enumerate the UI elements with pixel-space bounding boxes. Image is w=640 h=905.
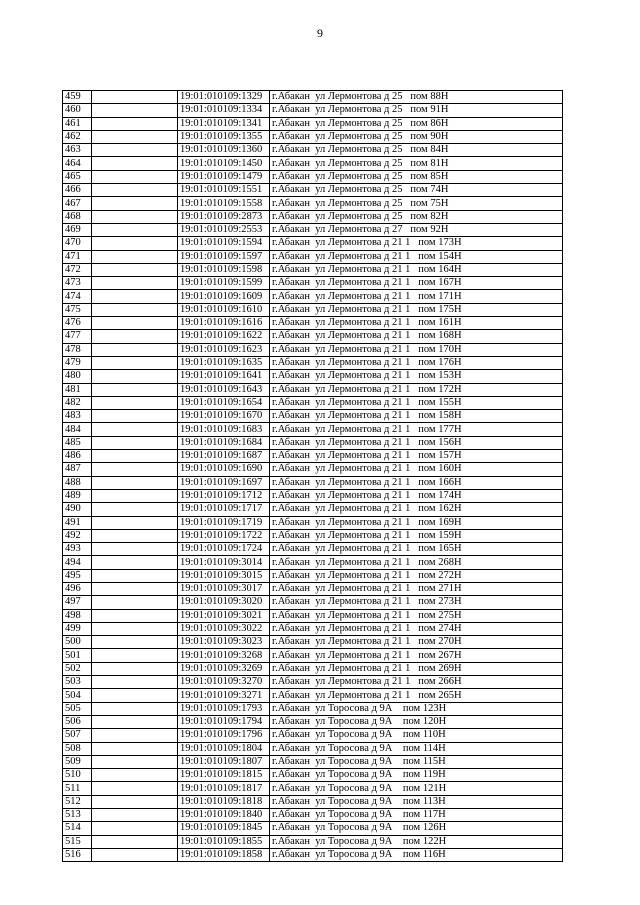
cadastral-number-cell: 19:01:010109:3017 (178, 582, 270, 595)
cadastral-number-cell: 19:01:010109:1817 (178, 782, 270, 795)
cadastral-number-cell: 19:01:010109:1635 (178, 356, 270, 369)
blank-cell (92, 809, 178, 822)
address-cell: г.Абакан ул Лермонтова д 21 1 пом 166Н (270, 476, 563, 489)
registry-body (63, 91, 563, 862)
blank-cell (92, 556, 178, 569)
cadastral-number-cell: 19:01:010109:1712 (178, 489, 270, 502)
blank-cell (92, 715, 178, 728)
cadastral-number-cell: 19:01:010109:1804 (178, 742, 270, 755)
cadastral-number-cell: 19:01:010109:1840 (178, 809, 270, 822)
address-cell: г.Абакан ул Лермонтова д 21 1 пом 275Н (270, 609, 563, 622)
address-cell: г.Абакан ул Лермонтова д 21 1 пом 268Н (270, 556, 563, 569)
blank-cell (92, 450, 178, 463)
row-number-cell: 516 (63, 848, 92, 861)
table-row (63, 117, 563, 130)
cadastral-number-cell: 19:01:010109:1690 (178, 463, 270, 476)
blank-cell (92, 330, 178, 343)
cadastral-number-cell: 19:01:010109:1724 (178, 543, 270, 556)
address-cell: г.Абакан ул Лермонтова д 25 пом 86Н (270, 117, 563, 130)
table-row (63, 569, 563, 582)
cadastral-number-cell: 19:01:010109:3271 (178, 689, 270, 702)
table-row (63, 556, 563, 569)
row-number-cell: 473 (63, 277, 92, 290)
blank-cell (92, 104, 178, 117)
blank-cell (92, 596, 178, 609)
row-number-cell: 493 (63, 543, 92, 556)
address-cell: г.Абакан ул Лермонтова д 21 1 пом 173Н (270, 237, 563, 250)
row-number-cell: 483 (63, 410, 92, 423)
address-cell: г.Абакан ул Лермонтова д 21 1 пом 160Н (270, 463, 563, 476)
table-row (63, 822, 563, 835)
table-row (63, 237, 563, 250)
row-number-cell: 505 (63, 702, 92, 715)
row-number-cell: 512 (63, 795, 92, 808)
address-cell: г.Абакан ул Лермонтова д 27 пом 92Н (270, 223, 563, 236)
row-number-cell: 514 (63, 822, 92, 835)
blank-cell (92, 117, 178, 130)
blank-cell (92, 676, 178, 689)
address-cell: г.Абакан ул Торосова д 9А пом 121Н (270, 782, 563, 795)
table-row (63, 848, 563, 861)
row-number-cell: 465 (63, 170, 92, 183)
table-row (63, 330, 563, 343)
blank-cell (92, 370, 178, 383)
blank-cell (92, 223, 178, 236)
address-cell: г.Абакан ул Лермонтова д 21 1 пом 274Н (270, 622, 563, 635)
row-number-cell: 513 (63, 809, 92, 822)
cadastral-number-cell: 19:01:010109:1845 (178, 822, 270, 835)
address-cell: г.Абакан ул Лермонтова д 21 1 пом 170Н (270, 343, 563, 356)
blank-cell (92, 755, 178, 768)
blank-cell (92, 822, 178, 835)
table-row (63, 250, 563, 263)
cadastral-number-cell: 19:01:010109:1558 (178, 197, 270, 210)
table-row (63, 263, 563, 276)
address-cell: г.Абакан ул Лермонтова д 25 пом 85Н (270, 170, 563, 183)
row-number-cell: 494 (63, 556, 92, 569)
address-cell: г.Абакан ул Лермонтова д 25 пом 74Н (270, 184, 563, 197)
cadastral-number-cell: 19:01:010109:3270 (178, 676, 270, 689)
row-number-cell: 460 (63, 104, 92, 117)
cadastral-number-cell: 19:01:010109:1355 (178, 130, 270, 143)
row-number-cell: 503 (63, 676, 92, 689)
cadastral-number-cell: 19:01:010109:1551 (178, 184, 270, 197)
address-cell: г.Абакан ул Лермонтова д 21 1 пом 270Н (270, 636, 563, 649)
row-number-cell: 500 (63, 636, 92, 649)
table-row (63, 170, 563, 183)
blank-cell (92, 503, 178, 516)
blank-cell (92, 210, 178, 223)
row-number-cell: 484 (63, 423, 92, 436)
address-cell: г.Абакан ул Лермонтова д 21 1 пом 159Н (270, 529, 563, 542)
address-cell: г.Абакан ул Торосова д 9А пом 122Н (270, 835, 563, 848)
table-row (63, 516, 563, 529)
table-row (63, 582, 563, 595)
cadastral-number-cell: 19:01:010109:1334 (178, 104, 270, 117)
address-cell: г.Абакан ул Лермонтова д 21 1 пом 172Н (270, 383, 563, 396)
address-cell: г.Абакан ул Лермонтова д 21 1 пом 269Н (270, 662, 563, 675)
row-number-cell: 497 (63, 596, 92, 609)
table-row (63, 290, 563, 303)
cadastral-number-cell: 19:01:010109:1360 (178, 144, 270, 157)
cadastral-number-cell: 19:01:010109:1479 (178, 170, 270, 183)
cadastral-number-cell: 19:01:010109:1717 (178, 503, 270, 516)
address-cell: г.Абакан ул Лермонтова д 21 1 пом 169Н (270, 516, 563, 529)
blank-cell (92, 130, 178, 143)
row-number-cell: 479 (63, 356, 92, 369)
row-number-cell: 509 (63, 755, 92, 768)
row-number-cell: 461 (63, 117, 92, 130)
table-row (63, 729, 563, 742)
cadastral-number-cell: 19:01:010109:1598 (178, 263, 270, 276)
row-number-cell: 496 (63, 582, 92, 595)
row-number-cell: 508 (63, 742, 92, 755)
blank-cell (92, 742, 178, 755)
row-number-cell: 469 (63, 223, 92, 236)
row-number-cell: 515 (63, 835, 92, 848)
address-cell: г.Абакан ул Лермонтова д 21 1 пом 266Н (270, 676, 563, 689)
address-cell: г.Абакан ул Лермонтова д 21 1 пом 272Н (270, 569, 563, 582)
blank-cell (92, 197, 178, 210)
row-number-cell: 491 (63, 516, 92, 529)
blank-cell (92, 622, 178, 635)
blank-cell (92, 848, 178, 861)
blank-cell (92, 636, 178, 649)
row-number-cell: 468 (63, 210, 92, 223)
table-row (63, 702, 563, 715)
blank-cell (92, 423, 178, 436)
cadastral-number-cell: 19:01:010109:1670 (178, 410, 270, 423)
row-number-cell: 467 (63, 197, 92, 210)
blank-cell (92, 170, 178, 183)
address-cell: г.Абакан ул Торосова д 9А пом 110Н (270, 729, 563, 742)
row-number-cell: 501 (63, 649, 92, 662)
cadastral-number-cell: 19:01:010109:1719 (178, 516, 270, 529)
blank-cell (92, 662, 178, 675)
cadastral-number-cell: 19:01:010109:1341 (178, 117, 270, 130)
cadastral-number-cell: 19:01:010109:1450 (178, 157, 270, 170)
cadastral-number-cell: 19:01:010109:1641 (178, 370, 270, 383)
address-cell: г.Абакан ул Лермонтова д 21 1 пом 154Н (270, 250, 563, 263)
address-cell: г.Абакан ул Лермонтова д 21 1 пом 174Н (270, 489, 563, 502)
address-cell: г.Абакан ул Торосова д 9А пом 116Н (270, 848, 563, 861)
table-row (63, 529, 563, 542)
property-registry-table (62, 90, 563, 862)
table-row (63, 715, 563, 728)
cadastral-number-cell: 19:01:010109:1683 (178, 423, 270, 436)
address-cell: г.Абакан ул Лермонтова д 25 пом 82Н (270, 210, 563, 223)
blank-cell (92, 184, 178, 197)
blank-cell (92, 582, 178, 595)
table-row (63, 809, 563, 822)
table-row (63, 317, 563, 330)
row-number-cell: 464 (63, 157, 92, 170)
table-row (63, 144, 563, 157)
table-row (63, 383, 563, 396)
address-cell: г.Абакан ул Торосова д 9А пом 120Н (270, 715, 563, 728)
blank-cell (92, 277, 178, 290)
blank-cell (92, 317, 178, 330)
cadastral-number-cell: 19:01:010109:1815 (178, 769, 270, 782)
address-cell: г.Абакан ул Лермонтова д 21 1 пом 155Н (270, 396, 563, 409)
cadastral-number-cell: 19:01:010109:1597 (178, 250, 270, 263)
cadastral-number-cell: 19:01:010109:1609 (178, 290, 270, 303)
row-number-cell: 481 (63, 383, 92, 396)
address-cell: г.Абакан ул Лермонтова д 21 1 пом 177Н (270, 423, 563, 436)
table-row (63, 769, 563, 782)
row-number-cell: 463 (63, 144, 92, 157)
row-number-cell: 498 (63, 609, 92, 622)
table-row (63, 130, 563, 143)
row-number-cell: 485 (63, 436, 92, 449)
table-row (63, 277, 563, 290)
address-cell: г.Абакан ул Торосова д 9А пом 114Н (270, 742, 563, 755)
address-cell: г.Абакан ул Лермонтова д 25 пом 75Н (270, 197, 563, 210)
blank-cell (92, 436, 178, 449)
row-number-cell: 471 (63, 250, 92, 263)
blank-cell (92, 729, 178, 742)
table-row (63, 463, 563, 476)
cadastral-number-cell: 19:01:010109:1858 (178, 848, 270, 861)
blank-cell (92, 795, 178, 808)
table-row (63, 184, 563, 197)
row-number-cell: 487 (63, 463, 92, 476)
row-number-cell: 506 (63, 715, 92, 728)
address-cell: г.Абакан ул Лермонтова д 21 1 пом 175Н (270, 303, 563, 316)
address-cell: г.Абакан ул Лермонтова д 21 1 пом 171Н (270, 290, 563, 303)
cadastral-number-cell: 19:01:010109:1855 (178, 835, 270, 848)
cadastral-number-cell: 19:01:010109:3022 (178, 622, 270, 635)
blank-cell (92, 569, 178, 582)
row-number-cell: 478 (63, 343, 92, 356)
cadastral-number-cell: 19:01:010109:1794 (178, 715, 270, 728)
row-number-cell: 459 (63, 91, 92, 104)
row-number-cell: 486 (63, 450, 92, 463)
table-row (63, 503, 563, 516)
cadastral-number-cell: 19:01:010109:1622 (178, 330, 270, 343)
table-row (63, 410, 563, 423)
row-number-cell: 482 (63, 396, 92, 409)
row-number-cell: 507 (63, 729, 92, 742)
row-number-cell: 510 (63, 769, 92, 782)
address-cell: г.Абакан ул Лермонтова д 25 пом 84Н (270, 144, 563, 157)
cadastral-number-cell: 19:01:010109:3020 (178, 596, 270, 609)
table-row (63, 436, 563, 449)
blank-cell (92, 410, 178, 423)
table-row (63, 423, 563, 436)
address-cell: г.Абакан ул Лермонтова д 21 1 пом 271Н (270, 582, 563, 595)
cadastral-number-cell: 19:01:010109:1623 (178, 343, 270, 356)
cadastral-number-cell: 19:01:010109:1329 (178, 91, 270, 104)
cadastral-number-cell: 19:01:010109:1687 (178, 450, 270, 463)
blank-cell (92, 396, 178, 409)
cadastral-number-cell: 19:01:010109:1807 (178, 755, 270, 768)
cadastral-number-cell: 19:01:010109:3015 (178, 569, 270, 582)
table-row (63, 636, 563, 649)
cadastral-number-cell: 19:01:010109:3014 (178, 556, 270, 569)
address-cell: г.Абакан ул Лермонтова д 21 1 пом 161Н (270, 317, 563, 330)
table-row (63, 396, 563, 409)
row-number-cell: 488 (63, 476, 92, 489)
cadastral-number-cell: 19:01:010109:3268 (178, 649, 270, 662)
table-row (63, 649, 563, 662)
address-cell: г.Абакан ул Лермонтова д 21 1 пом 162Н (270, 503, 563, 516)
address-cell: г.Абакан ул Торосова д 9А пом 117Н (270, 809, 563, 822)
table-row (63, 303, 563, 316)
blank-cell (92, 290, 178, 303)
address-cell: г.Абакан ул Лермонтова д 25 пом 81Н (270, 157, 563, 170)
blank-cell (92, 782, 178, 795)
row-number-cell: 470 (63, 237, 92, 250)
blank-cell (92, 543, 178, 556)
blank-cell (92, 702, 178, 715)
table-row (63, 795, 563, 808)
row-number-cell: 462 (63, 130, 92, 143)
cadastral-number-cell: 19:01:010109:1722 (178, 529, 270, 542)
row-number-cell: 495 (63, 569, 92, 582)
table-row (63, 450, 563, 463)
blank-cell (92, 835, 178, 848)
blank-cell (92, 263, 178, 276)
row-number-cell: 489 (63, 489, 92, 502)
cadastral-number-cell: 19:01:010109:2873 (178, 210, 270, 223)
address-cell: г.Абакан ул Лермонтова д 25 пом 91Н (270, 104, 563, 117)
table-row (63, 742, 563, 755)
blank-cell (92, 343, 178, 356)
address-cell: г.Абакан ул Лермонтова д 21 1 пом 168Н (270, 330, 563, 343)
cadastral-number-cell: 19:01:010109:2553 (178, 223, 270, 236)
blank-cell (92, 383, 178, 396)
address-cell: г.Абакан ул Лермонтова д 25 пом 88Н (270, 91, 563, 104)
table-row (63, 223, 563, 236)
table-row (63, 157, 563, 170)
address-cell: г.Абакан ул Лермонтова д 21 1 пом 167Н (270, 277, 563, 290)
cadastral-number-cell: 19:01:010109:1684 (178, 436, 270, 449)
table-row (63, 662, 563, 675)
row-number-cell: 474 (63, 290, 92, 303)
blank-cell (92, 250, 178, 263)
row-number-cell: 492 (63, 529, 92, 542)
cadastral-number-cell: 19:01:010109:3023 (178, 636, 270, 649)
blank-cell (92, 356, 178, 369)
table-row (63, 835, 563, 848)
table-row (63, 343, 563, 356)
table-row (63, 543, 563, 556)
address-cell: г.Абакан ул Лермонтова д 21 1 пом 153Н (270, 370, 563, 383)
row-number-cell: 475 (63, 303, 92, 316)
blank-cell (92, 609, 178, 622)
cadastral-number-cell: 19:01:010109:1599 (178, 277, 270, 290)
address-cell: г.Абакан ул Лермонтова д 21 1 пом 176Н (270, 356, 563, 369)
row-number-cell: 480 (63, 370, 92, 383)
table-row (63, 596, 563, 609)
table-row (63, 609, 563, 622)
address-cell: г.Абакан ул Лермонтова д 21 1 пом 265Н (270, 689, 563, 702)
table-row (63, 91, 563, 104)
blank-cell (92, 91, 178, 104)
blank-cell (92, 476, 178, 489)
blank-cell (92, 769, 178, 782)
address-cell: г.Абакан ул Лермонтова д 21 1 пом 164Н (270, 263, 563, 276)
table-row (63, 489, 563, 502)
page-number: 9 (317, 26, 323, 40)
row-number-cell: 477 (63, 330, 92, 343)
address-cell: г.Абакан ул Лермонтова д 21 1 пом 157Н (270, 450, 563, 463)
cadastral-number-cell: 19:01:010109:1818 (178, 795, 270, 808)
address-cell: г.Абакан ул Лермонтова д 21 1 пом 156Н (270, 436, 563, 449)
cadastral-number-cell: 19:01:010109:1697 (178, 476, 270, 489)
address-cell: г.Абакан ул Торосова д 9А пом 115Н (270, 755, 563, 768)
blank-cell (92, 649, 178, 662)
address-cell: г.Абакан ул Торосова д 9А пом 119Н (270, 769, 563, 782)
address-cell: г.Абакан ул Лермонтова д 21 1 пом 273Н (270, 596, 563, 609)
row-number-cell: 466 (63, 184, 92, 197)
address-cell: г.Абакан ул Лермонтова д 21 1 пом 158Н (270, 410, 563, 423)
row-number-cell: 490 (63, 503, 92, 516)
table-row (63, 210, 563, 223)
blank-cell (92, 516, 178, 529)
table-row (63, 622, 563, 635)
row-number-cell: 502 (63, 662, 92, 675)
address-cell: г.Абакан ул Торосова д 9А пом 126Н (270, 822, 563, 835)
cadastral-number-cell: 19:01:010109:3021 (178, 609, 270, 622)
cadastral-number-cell: 19:01:010109:1793 (178, 702, 270, 715)
blank-cell (92, 463, 178, 476)
table-row (63, 755, 563, 768)
row-number-cell: 504 (63, 689, 92, 702)
table-row (63, 476, 563, 489)
blank-cell (92, 157, 178, 170)
cadastral-number-cell: 19:01:010109:1610 (178, 303, 270, 316)
table-row (63, 782, 563, 795)
address-cell: г.Абакан ул Лермонтова д 25 пом 90Н (270, 130, 563, 143)
blank-cell (92, 144, 178, 157)
blank-cell (92, 529, 178, 542)
blank-cell (92, 689, 178, 702)
table-row (63, 676, 563, 689)
blank-cell (92, 303, 178, 316)
address-cell: г.Абакан ул Торосова д 9А пом 113Н (270, 795, 563, 808)
table-row (63, 689, 563, 702)
row-number-cell: 499 (63, 622, 92, 635)
row-number-cell: 476 (63, 317, 92, 330)
table-row (63, 104, 563, 117)
address-cell: г.Абакан ул Лермонтова д 21 1 пом 165Н (270, 543, 563, 556)
row-number-cell: 511 (63, 782, 92, 795)
address-cell: г.Абакан ул Лермонтова д 21 1 пом 267Н (270, 649, 563, 662)
cadastral-number-cell: 19:01:010109:1643 (178, 383, 270, 396)
row-number-cell: 472 (63, 263, 92, 276)
cadastral-number-cell: 19:01:010109:1654 (178, 396, 270, 409)
table-row (63, 356, 563, 369)
cadastral-number-cell: 19:01:010109:1796 (178, 729, 270, 742)
cadastral-number-cell: 19:01:010109:3269 (178, 662, 270, 675)
cadastral-number-cell: 19:01:010109:1594 (178, 237, 270, 250)
address-cell: г.Абакан ул Торосова д 9А пом 123Н (270, 702, 563, 715)
cadastral-number-cell: 19:01:010109:1616 (178, 317, 270, 330)
blank-cell (92, 489, 178, 502)
table-row (63, 370, 563, 383)
table-row (63, 197, 563, 210)
blank-cell (92, 237, 178, 250)
